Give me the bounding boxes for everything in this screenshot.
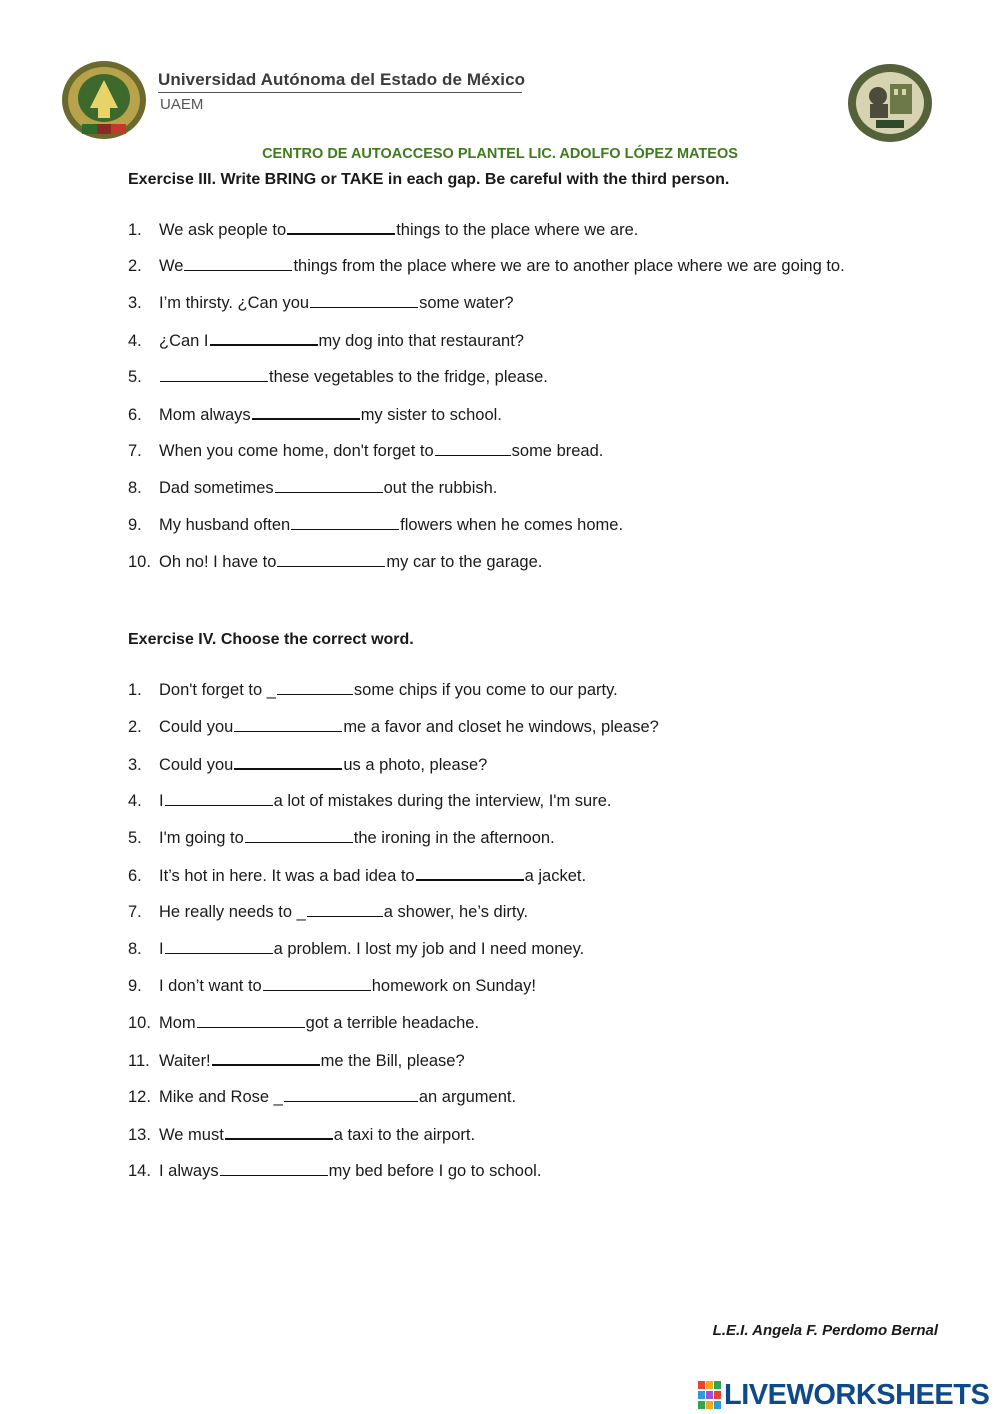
item-text-after: my sister to school.: [360, 406, 502, 424]
exercise-4-item: [128, 716, 659, 753]
item-text-before: Could you: [159, 756, 234, 774]
item-number: 12.: [128, 1088, 151, 1106]
exercise-4-item: [128, 938, 659, 975]
item-number: 5.: [128, 368, 142, 386]
answer-blank[interactable]: [277, 679, 353, 695]
item-text-after: a jacket.: [524, 867, 587, 885]
answer-blank[interactable]: [165, 938, 273, 954]
exercise-3-item: [128, 366, 845, 403]
answer-blank[interactable]: [252, 403, 360, 420]
answer-blank[interactable]: [416, 864, 524, 881]
item-number: 1.: [128, 221, 142, 239]
item-text-after: my car to the garage.: [386, 553, 543, 571]
exercise-4-item: [128, 901, 659, 938]
item-text-after: some water?: [419, 294, 514, 312]
item-text-after: a lot of mistakes during the interview, I'm sure.: [273, 792, 612, 810]
item-text-before: Mom always: [159, 406, 251, 424]
item-text-after: me a favor and closet he windows, please?: [343, 718, 659, 736]
exercise-3-item: [128, 403, 845, 440]
university-abbreviation: UAEM: [160, 96, 204, 113]
item-text-before: He really needs to _: [159, 903, 306, 921]
answer-blank[interactable]: [234, 716, 342, 732]
answer-blank[interactable]: [291, 514, 399, 530]
item-number: 2.: [128, 718, 142, 736]
exercise-4-item: [128, 1012, 659, 1049]
answer-blank[interactable]: [184, 255, 292, 271]
item-number: 10.: [128, 1014, 151, 1032]
item-number: 7.: [128, 442, 142, 460]
item-text-before: I always: [159, 1162, 219, 1180]
exercise-3-item: [128, 477, 845, 514]
item-text-after: some bread.: [511, 442, 604, 460]
answer-blank[interactable]: [287, 218, 395, 235]
item-text-after: out the rubbish.: [383, 479, 498, 497]
item-text-before: It’s hot in here. It was a bad idea to: [159, 867, 415, 885]
university-seal-logo: [60, 58, 148, 142]
exercise-3-title: Exercise III. Write BRING or TAKE in each gap. Be careful with the third person.: [128, 171, 730, 188]
item-text-after: my dog into that restaurant?: [318, 332, 524, 350]
exercise-4-list: [128, 679, 659, 1197]
exercise-3-item: [128, 440, 845, 477]
exercise-4-item: [128, 679, 659, 716]
item-text-before: We must: [159, 1126, 224, 1144]
answer-blank[interactable]: [212, 1049, 320, 1066]
liveworksheets-logo-icon: [698, 1381, 722, 1409]
item-text-before: I: [159, 940, 164, 958]
item-text-before: Oh no! I have to: [159, 553, 277, 571]
university-name: Universidad Autónoma del Estado de México: [158, 70, 526, 89]
item-number: 5.: [128, 829, 142, 847]
item-number: 4.: [128, 332, 142, 350]
item-text-after: the ironing in the afternoon.: [353, 829, 555, 847]
item-text-before: We: [159, 257, 184, 275]
item-number: 3.: [128, 756, 142, 774]
answer-blank[interactable]: [277, 551, 385, 567]
item-text-before: I’m thirsty. ¿Can you: [159, 294, 310, 312]
item-text-before: Dad sometimes: [159, 479, 274, 497]
item-number: 13.: [128, 1126, 151, 1144]
answer-blank[interactable]: [220, 1160, 328, 1176]
item-text-after: a shower, he’s dirty.: [383, 903, 529, 921]
item-number: 3.: [128, 294, 142, 312]
exercise-3-list: [128, 218, 845, 588]
exercise-3-item: [128, 292, 845, 329]
item-text-after: got a terrible headache.: [305, 1014, 480, 1032]
item-number: 14.: [128, 1162, 151, 1180]
item-number: 8.: [128, 940, 142, 958]
item-text-before: ¿Can I: [159, 332, 209, 350]
item-text-after: a taxi to the airport.: [333, 1126, 476, 1144]
item-text-before: I'm going to: [159, 829, 244, 847]
exercise-4-item: [128, 864, 659, 901]
answer-blank[interactable]: [310, 292, 418, 308]
answer-blank[interactable]: [263, 975, 371, 991]
exercise-4-item: [128, 753, 659, 790]
item-text-before: My husband often: [159, 516, 291, 534]
answer-blank[interactable]: [245, 827, 353, 843]
liveworksheets-wordmark: LIVEWORKSHEETS: [724, 1378, 990, 1411]
item-number: 4.: [128, 792, 142, 810]
item-text-after: my bed before I go to school.: [328, 1162, 542, 1180]
item-number: 9.: [128, 516, 142, 534]
item-text-after: an argument.: [418, 1088, 517, 1106]
answer-blank[interactable]: [225, 1123, 333, 1140]
exercise-4-item: [128, 975, 659, 1012]
item-number: 10.: [128, 553, 151, 571]
exercise-4-item: [128, 1123, 659, 1160]
answer-blank[interactable]: [275, 477, 383, 493]
exercise-3-item: [128, 329, 845, 366]
exercise-4-item: [128, 1049, 659, 1086]
answer-blank[interactable]: [307, 901, 383, 917]
answer-blank[interactable]: [234, 753, 342, 770]
item-text-after: things from the place where we are to another place where we are going to.: [293, 257, 845, 275]
exercise-4-item: [128, 790, 659, 827]
author-signature: L.E.I. Angela F. Perdomo Bernal: [712, 1322, 938, 1339]
header-divider: [158, 92, 522, 93]
exercise-3-item: [128, 255, 845, 292]
item-text-before: We ask people to: [159, 221, 287, 239]
exercise-4-item: [128, 1086, 659, 1123]
item-text-after: some chips if you come to our party.: [353, 681, 618, 699]
item-text-after: me the Bill, please?: [320, 1052, 465, 1070]
exercise-4-title: Exercise IV. Choose the correct word.: [128, 631, 414, 648]
item-text-after: homework on Sunday!: [371, 977, 536, 995]
item-number: 6.: [128, 406, 142, 424]
item-text-after: these vegetables to the fridge, please.: [269, 368, 548, 386]
item-text-after: a problem. I lost my job and I need money.: [273, 940, 585, 958]
item-text-before: Could you: [159, 718, 234, 736]
item-number: 2.: [128, 257, 142, 275]
exercise-3-item: [128, 514, 845, 551]
answer-blank[interactable]: [197, 1012, 305, 1028]
item-text-before: When you come home, don't forget to: [159, 442, 434, 460]
item-number: 9.: [128, 977, 142, 995]
item-text-before: I: [159, 792, 164, 810]
item-number: 11.: [128, 1052, 150, 1070]
item-number: 8.: [128, 479, 142, 497]
answer-blank[interactable]: [210, 329, 318, 346]
answer-blank[interactable]: [160, 366, 268, 382]
plantel-seal-logo: [846, 62, 934, 144]
center-title: CENTRO DE AUTOACCESO PLANTEL LIC. ADOLFO LÓPEZ MATEOS: [262, 146, 738, 162]
liveworksheets-brand[interactable]: [698, 1378, 989, 1412]
item-text-before: Mike and Rose _: [159, 1088, 283, 1106]
exercise-3-item: [128, 218, 845, 255]
item-number: 1.: [128, 681, 142, 699]
answer-blank[interactable]: [284, 1086, 418, 1102]
item-text-before: Don't forget to _: [159, 681, 276, 699]
item-text-before: Mom: [159, 1014, 196, 1032]
page-header: [0, 0, 1000, 170]
answer-blank[interactable]: [435, 440, 511, 456]
item-text-after: flowers when he comes home.: [400, 516, 624, 534]
item-text-after: us a photo, please?: [343, 756, 488, 774]
item-text-after: things to the place where we are.: [396, 221, 639, 239]
exercise-3-item: [128, 551, 845, 588]
item-text-before: I don’t want to: [159, 977, 262, 995]
answer-blank[interactable]: [165, 790, 273, 806]
exercise-4-item: [128, 827, 659, 864]
item-number: 6.: [128, 867, 142, 885]
exercise-4-item: [128, 1160, 659, 1197]
item-number: 7.: [128, 903, 142, 921]
item-text-before: Waiter!: [159, 1052, 211, 1070]
